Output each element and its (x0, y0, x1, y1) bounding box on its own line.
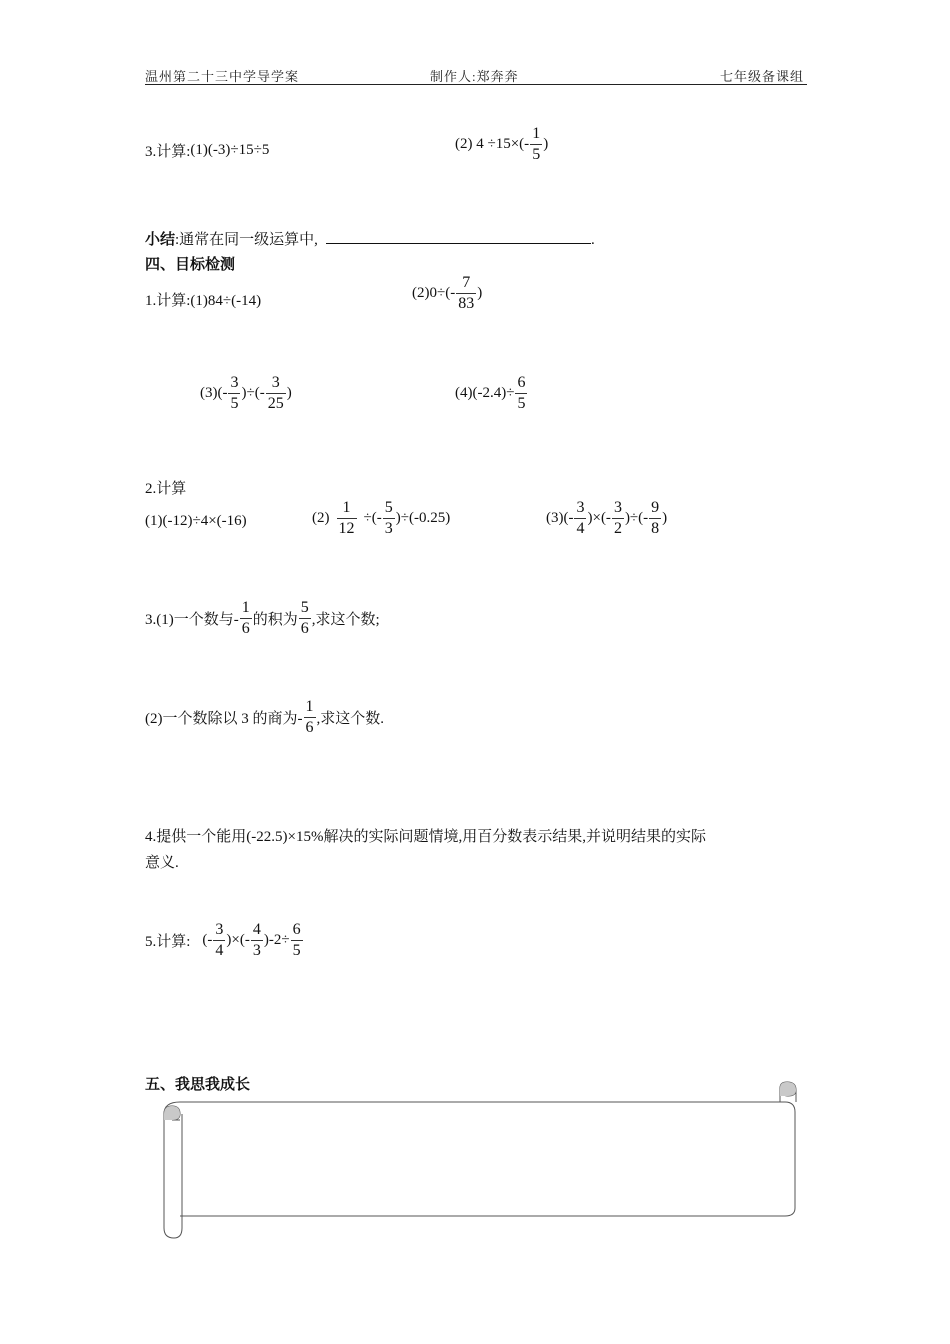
fraction-den: 12 (338, 520, 355, 537)
fraction-num: 1 (240, 600, 252, 619)
q1-p2 (412, 275, 482, 312)
q2-p2-suffix: )÷(-0.25) (395, 510, 451, 526)
scroll-curl-top (780, 1082, 796, 1096)
section3-label: 3.计算: (145, 144, 191, 160)
q2-p1: (1)(-12)÷4×(-16) (145, 513, 247, 529)
q1-p3 (200, 375, 292, 412)
q1-label: 1.计算: (145, 293, 191, 309)
q4-line1: 4.提供一个能用(-22.5)×15%解决的实际问题情境,用百分数表示结果,并说明结果的实际 (145, 829, 706, 845)
fraction-num: 1 (304, 699, 316, 718)
q2-p2-prefix: (2) (312, 510, 330, 526)
fraction-den: 6 (241, 620, 250, 637)
reflection-scroll-box[interactable] (160, 1080, 800, 1240)
fraction-den: 3 (384, 520, 393, 537)
q1-p4 (455, 375, 528, 412)
fraction-den: 3 (252, 942, 261, 959)
section3-p2-suffix: ) (543, 136, 549, 152)
q3-b (145, 699, 384, 736)
fraction (291, 922, 303, 959)
fraction-num: 3 (213, 922, 225, 941)
header-group: 七年级备课组 (720, 69, 805, 84)
fraction-den: 6 (305, 719, 314, 736)
fraction (266, 375, 286, 412)
fraction (530, 126, 542, 163)
fraction-den: 8 (651, 520, 660, 537)
fraction (251, 922, 263, 959)
fraction (299, 600, 311, 637)
fraction-den: 5 (292, 942, 301, 959)
fraction (612, 500, 624, 537)
fraction-den: 6 (300, 620, 309, 637)
header-school: 温州第二十三中学导学案 (145, 69, 300, 84)
q2-p3-prefix: (3)(- (546, 510, 574, 526)
fraction-den: 83 (458, 295, 475, 312)
q2-label: 2.计算 (145, 481, 187, 497)
header-author: 制作人:郑奔奔 (430, 69, 519, 84)
q3-a-suffix: ,求这个数; (311, 612, 380, 628)
q3-b-suffix: ,求这个数. (316, 711, 385, 727)
q3-a (145, 600, 380, 637)
q1-p1: (1)84÷(-14) (190, 293, 262, 309)
fraction-den: 5 (230, 395, 239, 412)
q5-prefix: (- (202, 932, 213, 948)
fraction-den: 2 (613, 520, 622, 537)
section3-part2 (455, 126, 548, 163)
q1-p3-mid: )÷(- (241, 385, 265, 401)
fraction-num: 4 (251, 922, 263, 941)
header-divider (145, 84, 807, 85)
fraction-num: 6 (515, 375, 527, 394)
fraction-num: 3 (228, 375, 240, 394)
fraction-num: 1 (530, 126, 542, 145)
fraction-num: 3 (574, 500, 586, 519)
q2-p3-suffix: ) (662, 510, 668, 526)
fraction-num: 5 (299, 600, 311, 619)
q1-p3-prefix: (3)(- (200, 385, 228, 401)
fraction-num: 3 (266, 375, 286, 394)
fraction-num: 5 (383, 500, 395, 519)
fraction (337, 500, 357, 537)
section5-title: 五、我思我成长 (145, 1077, 251, 1093)
summary-end: . (590, 232, 595, 248)
fraction (304, 699, 316, 736)
q2-p3-mid2: )÷(- (624, 510, 649, 526)
scroll-curl-left (164, 1106, 180, 1120)
q2-p2-mid: ÷(- (363, 510, 382, 526)
summary-label: 小结 (145, 232, 176, 248)
fraction (383, 500, 395, 537)
q3-a-prefix: 3.(1)一个数与- (145, 612, 239, 628)
fraction (515, 375, 527, 412)
fraction (228, 375, 240, 412)
fraction-num: 9 (649, 500, 661, 519)
q3-a-mid: 的积为 (252, 612, 298, 628)
fraction-num: 1 (337, 500, 357, 519)
q4-line2: 意义. (145, 855, 179, 871)
summary-text: :通常在同一级运算中, (175, 232, 318, 248)
summary-line (145, 228, 595, 249)
section3-p2-prefix: (2) 4 ÷15×(- (455, 136, 530, 152)
fraction (213, 922, 225, 959)
q1-line1 (145, 289, 261, 310)
q2-p3-mid1: )×(- (587, 510, 611, 526)
fraction-num: 7 (456, 275, 476, 294)
fraction-num: 3 (612, 500, 624, 519)
q1-p3-suffix: ) (286, 385, 292, 401)
q1-p4-prefix: (4)(-2.4)÷ (455, 385, 515, 401)
q5-mid1: )×(- (226, 932, 250, 948)
q1-p2-prefix: (2)0÷(- (412, 285, 456, 301)
fraction (240, 600, 252, 637)
fraction-den: 5 (517, 395, 526, 412)
section4-title: 四、目标检测 (145, 257, 236, 273)
section3-p1: (1)(-3)÷15÷5 (190, 142, 270, 158)
section3-part1 (145, 140, 269, 161)
fraction (574, 500, 586, 537)
q1-p2-suffix: ) (477, 285, 483, 301)
q5-label: 5.计算: (145, 934, 191, 950)
fraction-den: 5 (532, 146, 541, 163)
q2-p3 (546, 500, 667, 537)
fraction (456, 275, 476, 312)
fraction-den: 4 (215, 942, 224, 959)
fraction (649, 500, 661, 537)
summary-blank[interactable] (326, 229, 591, 244)
fraction-num: 6 (291, 922, 303, 941)
fraction-den: 25 (267, 395, 284, 412)
q5-mid2: )-2÷ (263, 932, 290, 948)
q2-p2 (312, 500, 450, 537)
fraction-den: 4 (576, 520, 585, 537)
q3-b-prefix: (2)一个数除以 3 的商为- (145, 711, 303, 727)
q5 (145, 922, 304, 959)
